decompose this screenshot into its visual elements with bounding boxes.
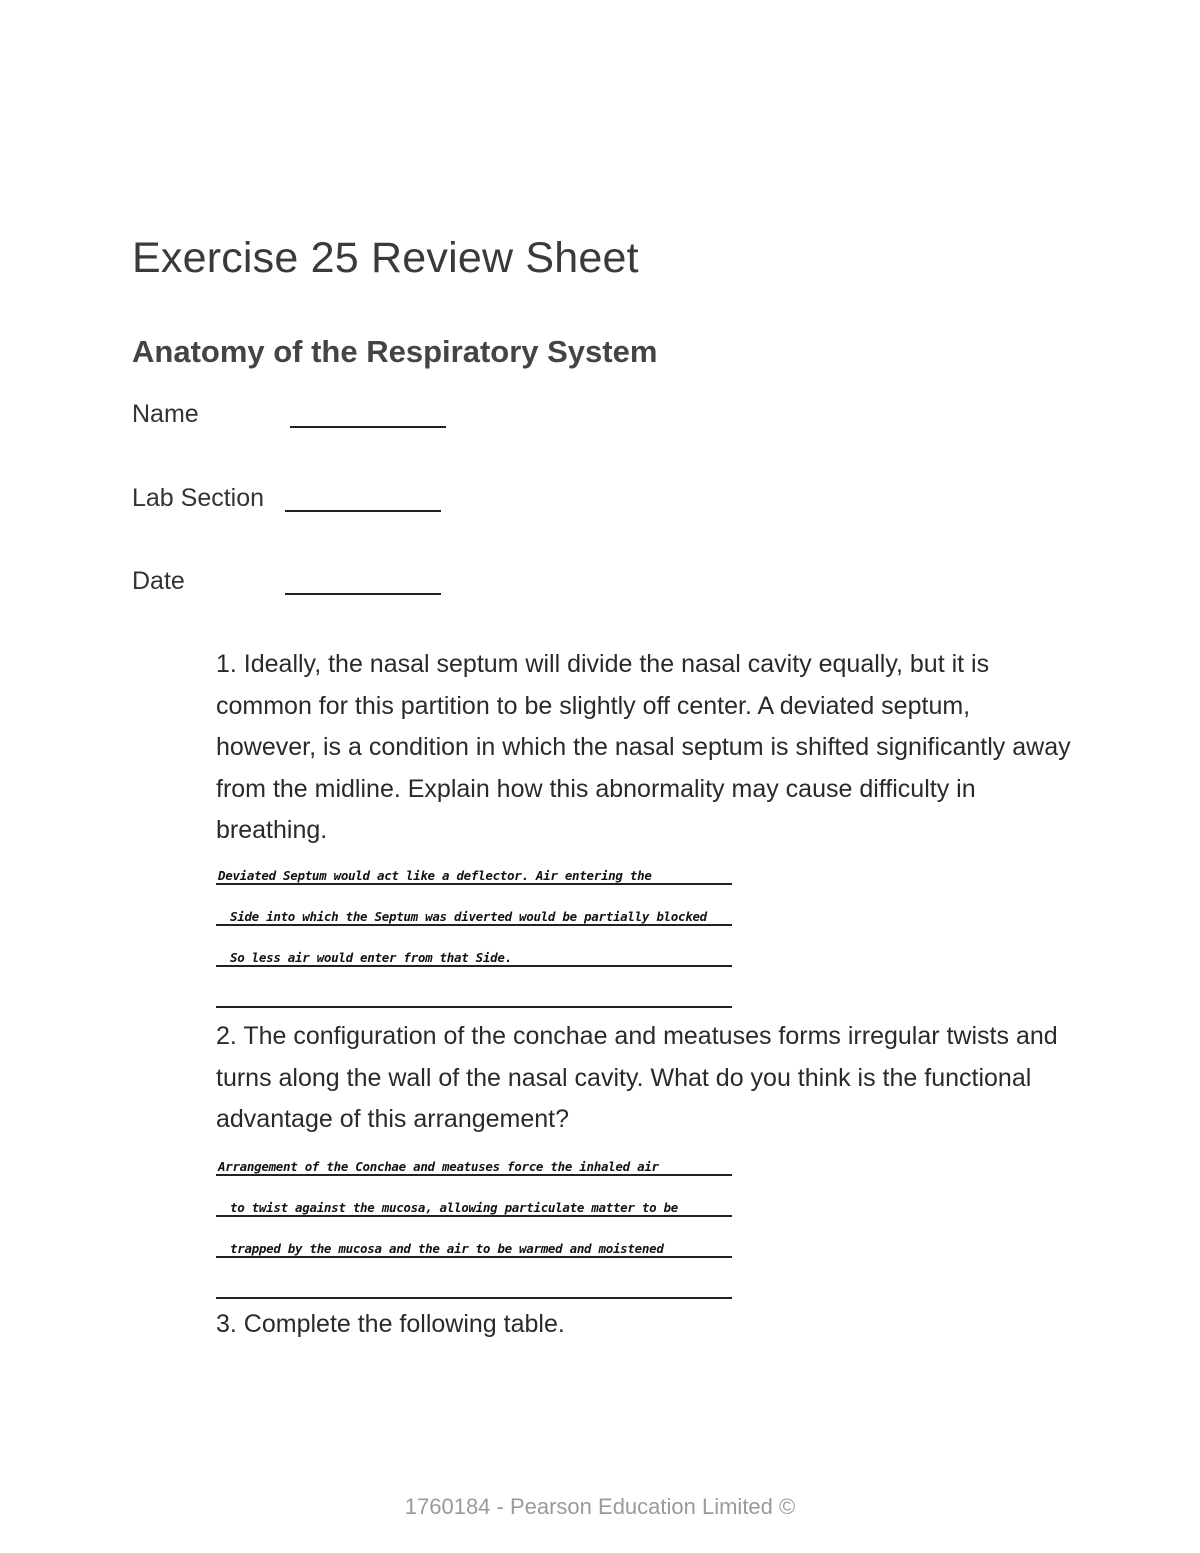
lab-section-label: Lab Section	[132, 484, 265, 512]
answer-line[interactable]	[216, 1267, 732, 1299]
date-input-line[interactable]	[285, 593, 441, 595]
answer-line[interactable]	[216, 935, 732, 967]
question-2-text: 2. The configuration of the conchae and meatuses forms irregular twists and turns along the wall of the nasal cavity. What do you think is the functional advantage of this arrangement?	[216, 1022, 1058, 1133]
answer-line[interactable]	[216, 1226, 732, 1258]
name-input-line[interactable]	[290, 426, 446, 428]
question-1-text: 1. Ideally, the nasal septum will divide the nasal cavity equally, but it is common for this partition to be slightly off center. A deviated septum, however, is a condition in which the nasal septum is shifted significantly away from the midline. Explain how this abnormality may cause difficulty in breathing.	[216, 650, 1071, 844]
answer-line[interactable]	[216, 1185, 732, 1217]
handwritten-answer: Side into which the Septum was diverted would be partially blocked	[230, 909, 707, 924]
question-3-text: 3. Complete the following table.	[216, 1310, 565, 1338]
answer-line[interactable]	[216, 894, 732, 926]
handwritten-answer: Deviated Septum would act like a deflector. Air entering the	[218, 868, 652, 883]
handwritten-answer: to twist against the mucosa, allowing particulate matter to be	[230, 1200, 678, 1215]
answer-line[interactable]	[216, 1144, 732, 1176]
page-footer: 1760184 - Pearson Education Limited ©	[404, 1494, 796, 1519]
handwritten-answer: Arrangement of the Conchae and meatuses force the inhaled air	[218, 1159, 659, 1174]
date-label: Date	[132, 567, 185, 595]
handwritten-answer: So less air would enter from that Side.	[230, 950, 512, 965]
answer-line[interactable]	[216, 853, 732, 885]
lab-section-input-line[interactable]	[285, 510, 441, 512]
name-label: Name	[132, 400, 199, 428]
page-title: Exercise 25 Review Sheet	[132, 234, 639, 282]
page-subtitle: Anatomy of the Respiratory System	[132, 334, 658, 369]
answer-line[interactable]	[216, 976, 732, 1008]
handwritten-answer: trapped by the mucosa and the air to be warmed and moistened	[230, 1241, 664, 1256]
